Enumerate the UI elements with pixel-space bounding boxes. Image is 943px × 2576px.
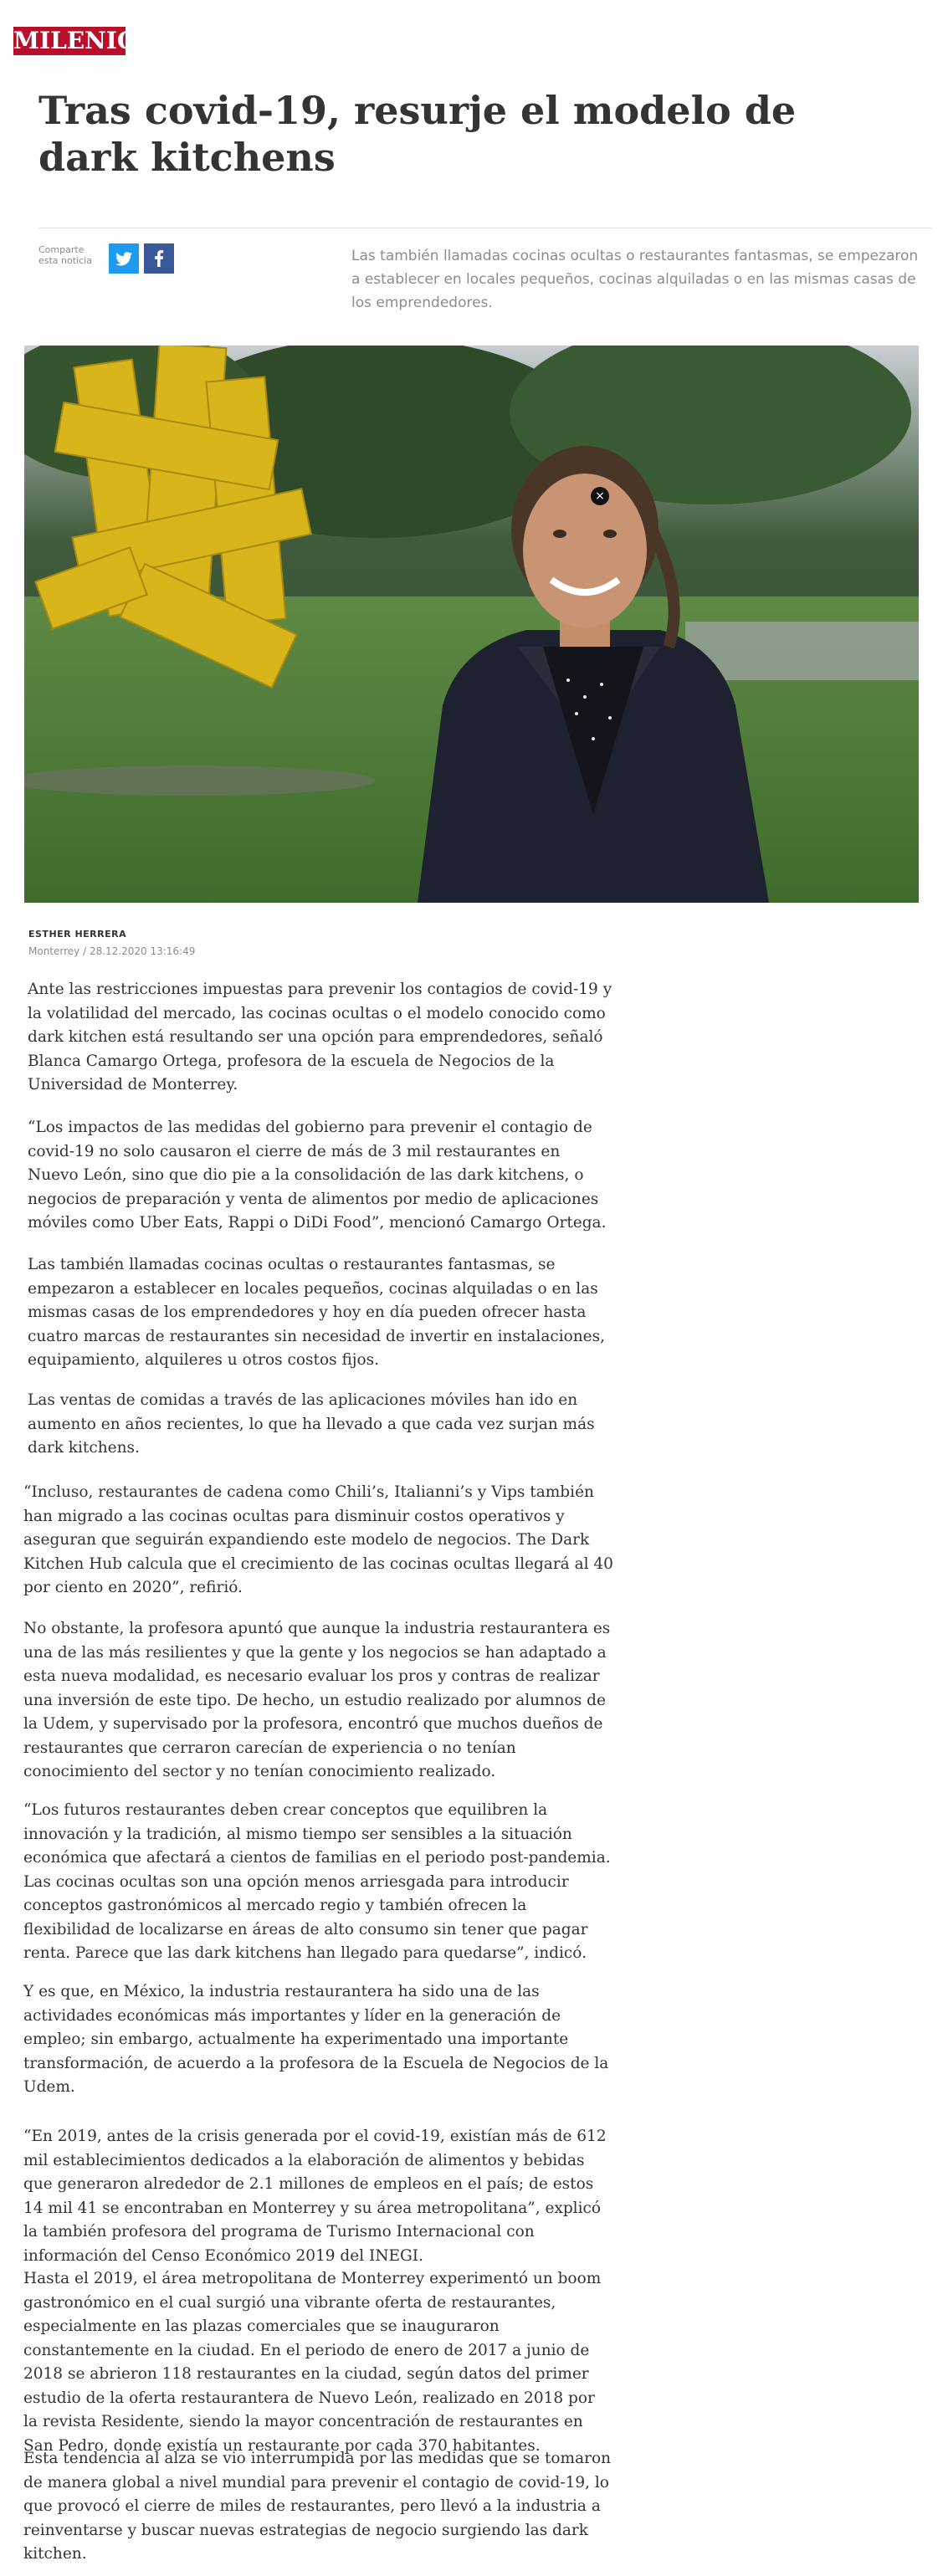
twitter-share-button[interactable] (109, 243, 139, 274)
body-paragraph: “Los impactos de las medidas del gobierno para prevenir el contagio de covid-19 no solo causaron el cierre de más de 3 mil restaurantes en Nuevo León, sino que dio pie a la consolidación de las dark kitchens, o negocios de preparación y venta de alimentos por medio de aplicaciones móviles como Uber Eats, Rappi o DiDi Food”, mencionó Camargo Ortega. (28, 1119, 607, 1232)
body-paragraph: Las ventas de comidas a través de las aplicaciones móviles han ido en aumento en años recientes, lo que ha llevado a que cada vez surjan más dark kitchens. (28, 1391, 595, 1457)
facebook-icon (154, 250, 164, 267)
share-label: Comparte esta noticia (38, 244, 92, 266)
article-title: Tras covid-19, resurje el modelo de dark kitchens (38, 88, 797, 180)
facebook-share-button[interactable] (144, 243, 174, 274)
article-dateline: Monterrey / 28.12.2020 13:16:49 (28, 945, 196, 957)
body-paragraph: No obstante, la profesora apuntó que aunque la industria restaurantera es una de las más resilientes y que la gente y los negocios se han adaptado a esta nueva modalidad, es necesario evaluar los pros y contras de realizar una inversión de este tipo. De hecho, un estudio realizado por alumnos de la Udem, y supervisado por la profesora, encontró que muchos dueños de restaurantes que cerraron carecían de experiencia o no tenían conocimiento del sector y no tenían conocimiento realizado. (23, 1620, 611, 1780)
close-icon[interactable]: × (591, 487, 609, 505)
author-name[interactable]: ESTHER HERRERA (28, 929, 127, 940)
brand-logo-text: MILENIO (13, 27, 138, 54)
body-paragraph: Hasta el 2019, el área metropolitana de Monterrey experimentó un boom gastronómico en el cual surgió una vibrante oferta de restaurantes, especialmente en las plazas comerciales que se inauguraron constantemente en la ciudad. En el periodo de enero de 2017 a junio de 2018 se abrieron 118 restaurantes en la ciudad, según datos del primer estudio de la oferta restaurantera de Nuevo León, realizado en 2018 por la revista Residente, siendo la mayor concentración de restaurantes en San Pedro, donde existía un restaurante por cada 370 habitantes. (23, 2270, 602, 2455)
body-paragraph: “En 2019, antes de la crisis generada por el covid-19, existían más de 612 mil establecimientos dedicados a la elaboración de alimentos y bebidas que generaron alrededor de 2.1 millones de empleos en el país; de estos 14 mil 41 se encontraban en Monterrey y su área metropolitana”, explicó la también profesora del programa de Turismo Internacional con información del Censo Económico 2019 del INEGI. (23, 2128, 607, 2265)
body-paragraph: Ante las restricciones impuestas para prevenir los contagios de covid-19 y la volatilidad del mercado, las cocinas ocultas o el modelo conocido como dark kitchen está resultando ser una opción para emprendedores, señaló Blanca Camargo Ortega, profesora de la escuela de Negocios de la Universidad de Monterrey. (28, 981, 612, 1093)
photo-illustration (24, 346, 919, 903)
brand-logo[interactable] (13, 27, 138, 55)
body-paragraph: Y es que, en México, la industria restaurantera ha sido una de las actividades económicas más importantes y líder en la generación de empleo; sin embargo, actualmente ha experimentado una importante transformación, de acuerdo a la profesora de la Escuela de Negocios de la Udem. (23, 1983, 609, 2096)
article-photo (24, 346, 919, 903)
twitter-icon (115, 252, 132, 266)
article-summary: Las también llamadas cocinas ocultas o restaurantes fantasmas, se empezaron a establecer en locales pequeños, cocinas alquiladas o en las mismas casas de los emprendedores. (351, 248, 919, 311)
body-paragraph: Esta tendencia al alza se vio interrumpida por las medidas que se tomaron de manera global a nivel mundial para prevenir el contagio de covid-19, lo que provocó el cierre de miles de restaurantes, pero llevó a la industria a reinventarse y buscar nuevas estrategias de negocio surgiendo las dark kitchen. (23, 2450, 612, 2563)
body-paragraph: “Incluso, restaurantes de cadena como Chili’s, Italianni’s y Vips también han migrado a las cocinas ocultas para disminuir costos operativos y aseguran que seguirán expandiendo este modelo de negocios. The Dark Kitchen Hub calcula que el crecimiento de las cocinas ocultas llegará al 40 por ciento en 2020”, refirió. (23, 1483, 613, 1596)
body-paragraph: Las también llamadas cocinas ocultas o restaurantes fantasmas, se empezaron a establecer en locales pequeños, cocinas alquiladas o en las mismas casas de los emprendedores y hoy en día pueden ofrecer hasta cuatro marcas de restaurantes sin necesidad de invertir en instalaciones, equipamiento, alquileres u otros costos fijos. (28, 1256, 606, 1369)
body-paragraph: “Los futuros restaurantes deben crear conceptos que equilibren la innovación y la tradición, al mismo tiempo ser sensibles a la situación económica que afectará a cientos de familias en el periodo post-pandemia. Las cocinas ocultas son una opción menos arriesgada para introducir conceptos gastronómicos al mercado regio y también ofrecen la flexibilidad de localizarse en áreas de alto consumo sin tener que pagar renta. Parece que las dark kitchens han llegado para quedarse”, indicó. (23, 1801, 611, 1962)
